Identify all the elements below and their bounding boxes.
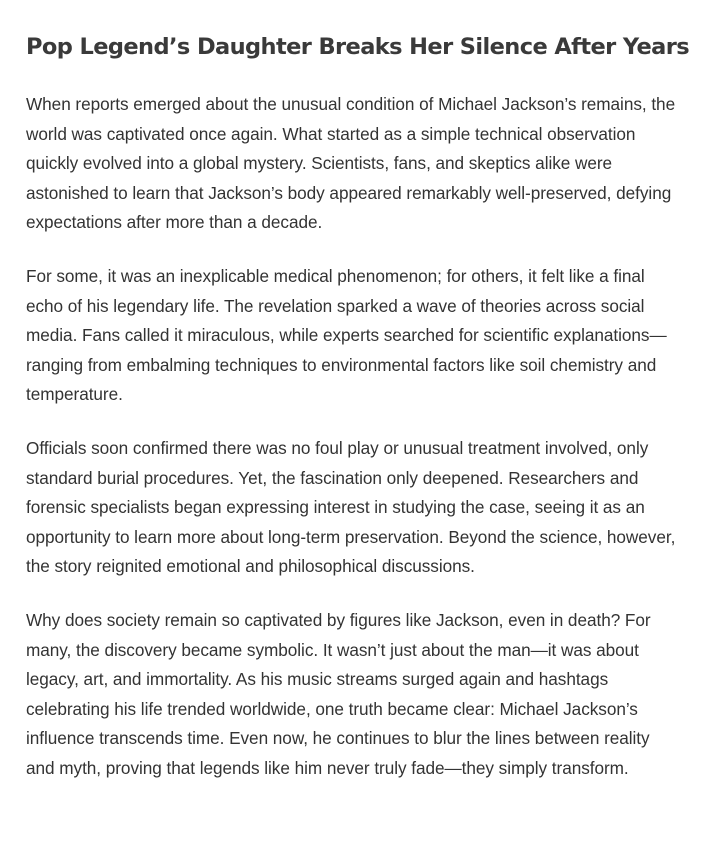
article xyxy=(26,0,690,783)
article-title: Pop Legend’s Daughter Breaks Her Silence After Years xyxy=(26,34,690,60)
article-paragraph-1: When reports emerged about the unusual condition of Michael Jackson’s remains, the world was captivated once again. What started as a simple technical observation quickly evolved into a global mystery. Scientists, fans, and skeptics alike were astonished to learn that Jackson’s body appeared remarkably well-preserved, defying expectations after more than a decade. xyxy=(26,94,676,233)
article-paragraph-3: Officials soon confirmed there was no foul play or unusual treatment involved, only standard burial procedures. Yet, the fascination only deepened. Researchers and forensic specialists began expressing interest in studying the case, seeing it as an opportunity to learn more about long-term preservation. Beyond the science, however, the story reignited emotional and philosophical discussions. xyxy=(26,437,676,577)
article-paragraph-2: For some, it was an inexplicable medical phenomenon; for others, it felt like a final echo of his legendary life. The revelation sparked a wave of theories across social media. Fans called it miraculous, while experts searched for scientific explanations—ranging from embalming techniques to environmental factors like soil chemistry and temperature. xyxy=(26,265,667,405)
article-paragraph-4: Why does society remain so captivated by figures like Jackson, even in death? For many, the discovery became symbolic. It wasn’t just about the man—it was about legacy, art, and immortality. As his music streams surged again and hashtags celebrating his life trended worldwide, one truth became clear: Michael Jackson’s influence transcends time. Even now, he continues to blur the lines between reality and myth, proving that legends like him never truly fade—they simply transform. xyxy=(26,609,651,778)
